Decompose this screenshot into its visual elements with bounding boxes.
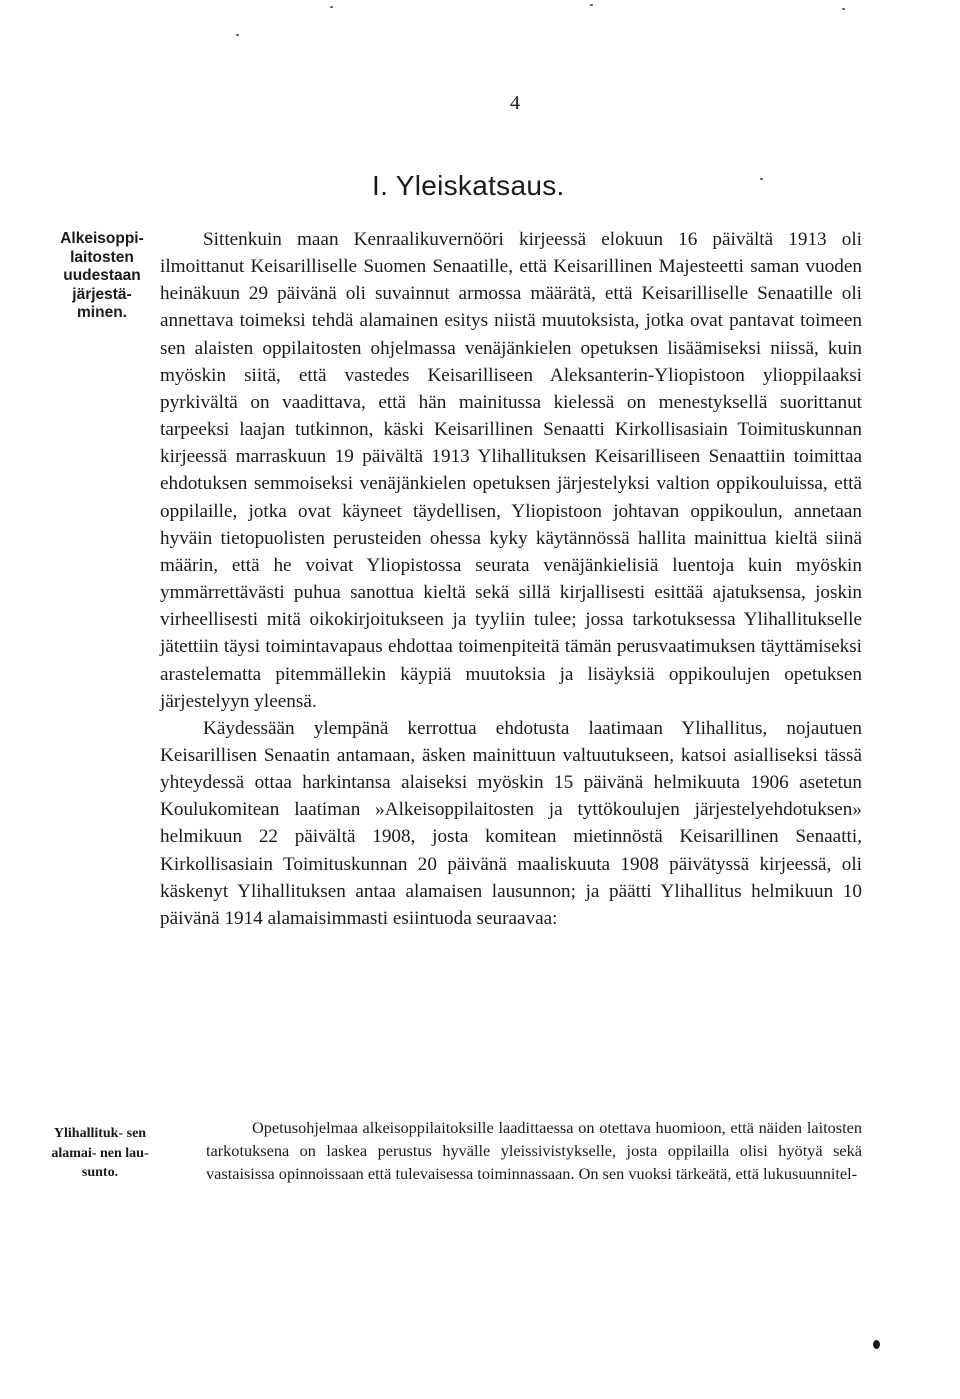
scan-speck [236, 34, 239, 36]
statement-paragraph: Opetusohjelmaa alkeisoppilaitoksille laadittaessa on otettava huomioon, että näiden laitosten tarkotuksena on laskea perustus hyvälle yleissivistykselle, josta oppilailla olisi hyötyä sekä vastaisissa opinnoissaan että tulevaisessa toiminnassaan. On sen vuoksi tärkeätä, että lukusuunnitel- [206, 1118, 862, 1184]
margin-note-reorganization: Alkeisoppi- laitosten uudestaan järjestä- minen. [60, 230, 144, 321]
scan-speck [590, 4, 593, 6]
bullet-mark [873, 1340, 880, 1349]
statement-text [206, 1116, 862, 1186]
scan-speck [842, 8, 845, 10]
margin-note-statement: Ylihallituk- sen alamai- nen lau- sunto. [51, 1126, 149, 1180]
body-paragraph-2: Käydessään ylempänä kerrottua ehdotusta laatimaan Ylihallitus, nojautuen Keisarillisen Senaatin antamaan, äsken mainittuun valtuutukseen, katsoi asialliseksi tässä yhteydessä ottaa harkintansa alaiseksi myöskin 15 päivänä helmikuuta 1906 asetetun Koulukomitean laatiman »Alkeisoppilaitosten ja tyttökoulujen järjestelyehdotuksen» helmikuun 22 päivältä 1908, josta komitean mietinnöstä Keisarillinen Senaatti, Kirkollisasiain Toimituskunnan 20 päivänä maaliskuuta 1908 päivätyssä kirjeessä, oli käskenyt Ylihallituksen antaa alamaisen lausunnon; ja päätti Ylihallitus helmikuun 10 päivänä 1914 alamaisimmasti esiintuoda seuraavaa: [160, 717, 862, 929]
scan-speck [330, 6, 333, 8]
chapter-title: I. Yleiskatsaus. [372, 170, 565, 201]
body-paragraph-1: Sittenkuin maan Kenraalikuvernööri kirjeessä elokuun 16 päivältä 1913 oli ilmoittanut Keisarilliselle Suomen Senaatille, että Keisarillinen Majesteetti saman vuoden heinäkuun 29 päivänä oli suvainnut armossa määrätä, että Keisarilliselle Senaatille oli annettava toimeksi tehdä alamainen esitys niistä muutoksista, jotka ovat pantavat toimeen sen alaisten oppilaitosten ohjelmassa venäjänkielen opetuksen lisäämiseksi niissä, kuin myöskin siitä, että vastedes Keisarilliseen Aleksanterin-Yliopistoon ylioppilaaksi pyrkivältä on vaadittava, että hän mainitussa kielessä on menestyksellä suorittanut tarpeeksi laajan tutkinnon, käski Keisarillinen Senaatti Kirkollisasiain Toimituskunnan kirjeessä marraskuun 19 päivältä 1913 Ylihallituksen Keisarilliseen Senaattiin toimittaa ehdotuksen semmoiseksi venäjänkielen opetuksen järjestelyksi valtion oppikouluissa, että oppilaille, jotka ovat käyneet täydellisen, Yliopistoon johtavan oppikoulun, annetaan hyväin tietopuolisten perusteiden ohessa kyky käytännössä hallita mainittua kieltä siinä määrin, että he voivat Yliopistossa seurata venäjänkielisiä luentoja kuin myöskin ymmärrettävästi puhua sanottua kieltä sekä sillä kirjallisesti esittää ajatuksensa, joskin virheellisesti mitä oikokirjoitukseen ja tyyliin tulee; jossa tarkotuksessa Ylihallitukselle jätettiin täysi toimintavapaus ehdottaa toimenpiteitä tämän perusvaatimuksen täyttämiseksi arastelematta pitemmällekin käypiä muutoksia ja lisäyksiä oppikoulujen opetuksen järjestelyyn yleensä. [160, 229, 862, 712]
main-body-text [160, 226, 862, 932]
page-number: 4 [510, 92, 520, 114]
scan-speck [760, 178, 763, 180]
